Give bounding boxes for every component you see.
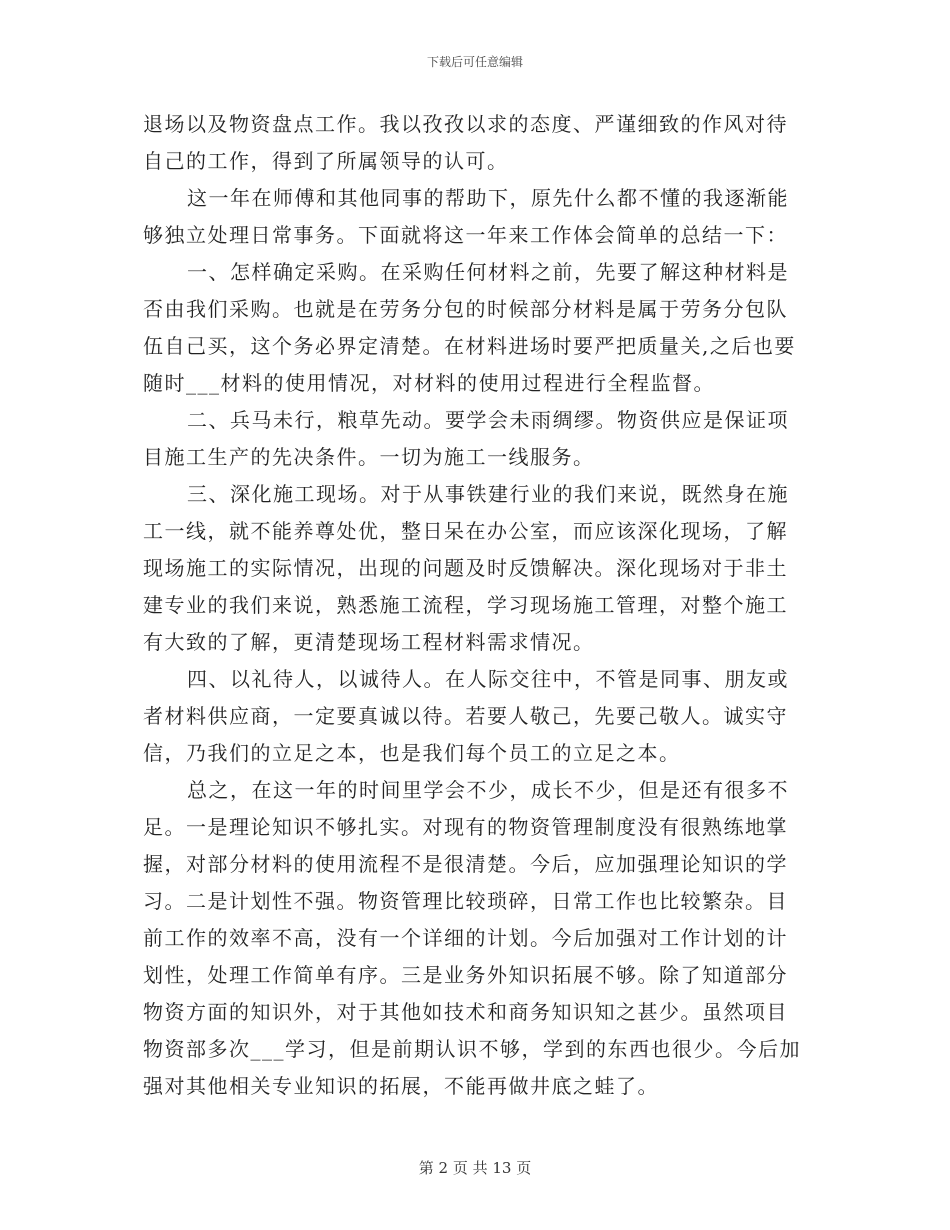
text-line: 现场施工的实际情况，出现的问题及时反馈解决。深化现场对于非土 [143, 556, 788, 580]
text-line: 够独立处理日常事务。下面就将这一年来工作体会简单的总结一下： [143, 223, 788, 247]
text-line: 有大致的了解，更清楚现场工程材料需求情况。 [143, 630, 595, 654]
text-line: 工一线，就不能养尊处优，整日呆在办公室，而应该深化现场，了解 [143, 519, 788, 543]
text-line: 物资部多次___学习，但是前期认识不够，学到的东西也很少。今后加 [143, 1037, 801, 1061]
text-line: 信，乃我们的立足之本，也是我们每个员工的立足之本。 [143, 741, 681, 765]
paragraph-start: 二、兵马未行，粮草先动。要学会未雨绸缪。物资供应是保证项 [187, 408, 789, 432]
text-line: 划性，处理工作简单有序。三是业务外知识拓展不够。除了知道部分 [143, 963, 788, 987]
text-line: 伍自己买，这个务必界定清楚。在材料进场时要严把质量关,之后也要 [143, 334, 796, 358]
text-line: 物资方面的知识外，对于其他如技术和商务知识知之甚少。虽然项目 [143, 1000, 788, 1024]
paragraph-start: 四、以礼待人，以诚待人。在人际交往中，不管是同事、朋友或 [187, 667, 789, 691]
page-header: 下载后可任意编辑 [426, 55, 523, 69]
text-line: 习。二是计划性不强。物资管理比较琐碎，日常工作也比较繁杂。目 [143, 889, 788, 913]
paragraph-start: 总之，在这一年的时间里学会不少，成长不少，但是还有很多不 [187, 778, 789, 802]
text-line: 建专业的我们来说，熟悉施工流程，学习现场施工管理，对整个施工 [143, 593, 788, 617]
text-line: 否由我们采购。也就是在劳务分包的时候部分材料是属于劳务分包队 [143, 297, 788, 321]
text-line: 退场以及物资盘点工作。我以孜孜以求的态度、严谨细致的作风对待 [143, 112, 788, 136]
text-line: 者材料供应商，一定要真诚以待。若要人敬己，先要己敬人。诚实守 [143, 704, 788, 728]
page-footer: 第 2 页 共 13 页 [418, 1159, 532, 1177]
text-line: 目施工生产的先决条件。一切为施工一线服务。 [143, 445, 595, 469]
paragraph-start: 这一年在师傅和其他同事的帮助下，原先什么都不懂的我逐渐能 [187, 186, 789, 210]
text-line: 强对其他相关专业知识的拓展，不能再做井底之蛙了。 [143, 1074, 659, 1098]
paragraph-start: 一、怎样确定采购。在采购任何材料之前，先要了解这种材料是 [187, 260, 789, 284]
text-line: 握，对部分材料的使用流程不是很清楚。今后，应加强理论知识的学 [143, 852, 788, 876]
paragraph-start: 三、深化施工现场。对于从事铁建行业的我们来说，既然身在施 [187, 482, 789, 506]
text-line: 足。一是理论知识不够扎实。对现有的物资管理制度没有很熟练地掌 [143, 815, 788, 839]
text-line: 自己的工作，得到了所属领导的认可。 [143, 149, 509, 173]
document-body [143, 106, 815, 1105]
text-line: 随时___材料的使用情况，对材料的使用过程进行全程监督。 [143, 371, 715, 395]
text-line: 前工作的效率不高，没有一个详细的计划。今后加强对工作计划的计 [143, 926, 788, 950]
